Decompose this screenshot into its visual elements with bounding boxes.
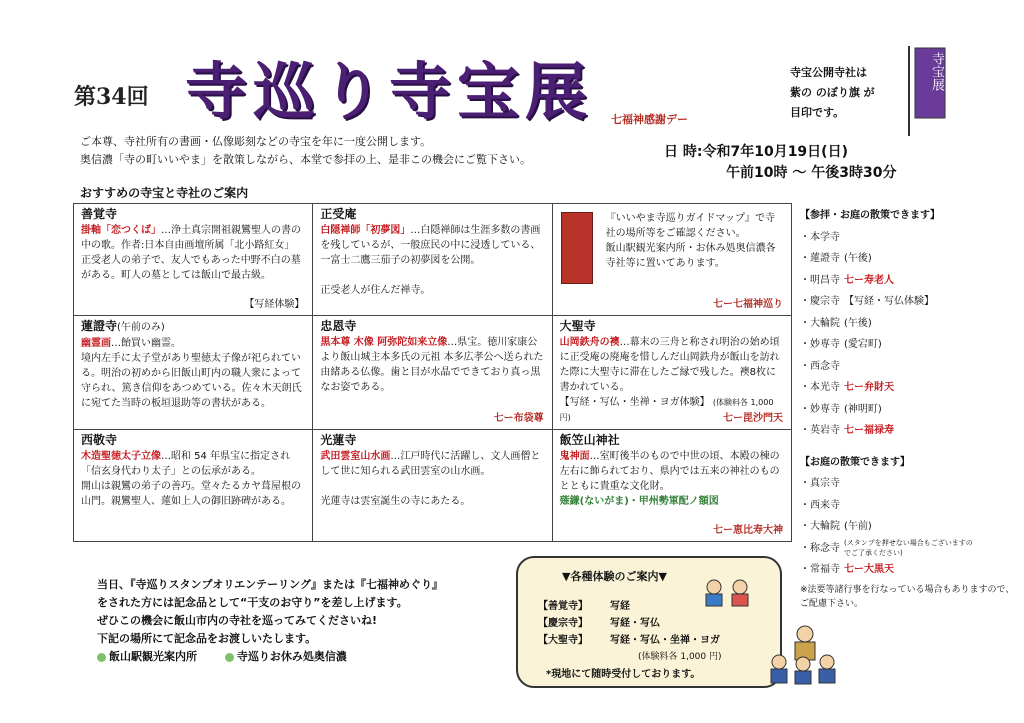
guide-heading: おすすめの寺宝と寺社のご案内 (80, 186, 249, 200)
event-time: 午前10時 ～ 午後3時30分 (726, 165, 897, 181)
seven-gods-label: 七ー七福神巡り (713, 299, 783, 310)
side-temple-name: 大輪院 (810, 521, 840, 532)
side-temple-note: (午後) (844, 253, 872, 264)
side-temple-name: 本光寺 (810, 382, 840, 393)
temple-fee: (体験料各 1,000 円) (559, 398, 774, 422)
side-temple-note: 七ー弁財天 (844, 382, 894, 393)
experience-title: ▼各種体験のご案内▼ (562, 570, 667, 583)
experience-note: *現地にて随時受付しております。 (546, 669, 701, 680)
guide-map-book-icon (561, 212, 593, 284)
side-temple-name: 大輪院 (810, 317, 840, 329)
flag-note-line: 紫の のぼり旗 が (790, 86, 875, 99)
side-temple-item: ・大輪院 (午後) (800, 317, 872, 329)
side-temple-item: ・明昌寺 七ー寿老人 (800, 274, 894, 286)
stamp-line: 当日、『寺巡りスタンプオリエンテーリング』または『七福神めぐり』 (97, 578, 443, 591)
side-temple-item: ・大輪院 (午前) (800, 521, 872, 532)
temple-treasure: 鬼神面 (559, 451, 590, 462)
side-temple-name: 明昌寺 (810, 274, 840, 286)
side-temple-name: 蓮證寺 (810, 253, 840, 264)
side-temple-item: ・本学寺 (800, 231, 840, 243)
side-temple-item: ・蓮證寺 (午後) (800, 253, 872, 264)
flag-note (790, 63, 890, 123)
temple-treasure-extra: 薙鎌(ないがま)・甲州勢軍配ノ額図 (559, 496, 719, 507)
temple-card (313, 316, 552, 430)
side-temple-item: ・称念寺 (スタンプを押せない場合もございますのでご了承ください) (800, 538, 973, 557)
side-temple-note: (午後) (844, 317, 872, 329)
event-datetime (664, 142, 896, 184)
seven-gods-label: 七ー布袋尊 (493, 413, 544, 424)
temple-name: 飯笠山神社 (559, 433, 620, 447)
side-temple-item: ・本光寺 七ー弁財天 (800, 382, 894, 393)
side-temple-name: 真宗寺 (810, 478, 840, 489)
flag-note-line: 寺宝公開寺社は (790, 66, 867, 79)
temple-name: 正受庵 (320, 207, 357, 221)
side-temple-name: 西来寺 (810, 499, 840, 511)
side-temple-name: 慶宗寺 (810, 296, 840, 307)
side-temple-note: 七ー大黒天 (844, 564, 894, 575)
temple-desc: …白隠禅師は生涯多数の書画を残しているが、一般庶民の中に浸透している、一富士二鷹三茄子の初夢図を公開。 (320, 225, 541, 266)
side-heading: 【参拝・お庭の散策できます】 (800, 210, 940, 221)
temple-treasure: 木造聖徳太子立像 (81, 451, 161, 462)
side-temple-item: ・妙専寺 (愛宕町) (800, 339, 882, 350)
guide-map-text: 『いいやま寺巡りガイドマップ』で寺社の場所等をご確認ください。 (605, 213, 775, 239)
edition-label: 第34回 (74, 84, 149, 110)
temple-desc: …浄土真宗開祖親鸞聖人の書の中の歌。作者:日本自由画壇所属「北小路紅女」 (81, 225, 301, 251)
side-temple-item: ・妙専寺 (神明町) (800, 403, 882, 415)
green-dot-icon (225, 653, 234, 662)
side-temple-name: 称念寺 (810, 542, 840, 554)
temple-name: 善覚寺 (81, 207, 118, 221)
temple-grid (73, 203, 792, 542)
temple-card (74, 316, 313, 430)
side-temple-name: 英岩寺 (810, 425, 840, 436)
pickup-place: 飯山駅観光案内所 (109, 650, 197, 663)
green-dot-icon (97, 653, 106, 662)
temple-desc: …県宝。徳川家康公より飯山城主本多氏の元祖 本多広孝公へ送られた由緒ある仏像。歯と目が水晶でできており真っ黒なお姿である。 (320, 337, 544, 393)
side-temple-name: 妙専寺 (810, 339, 840, 350)
experience-box (516, 556, 782, 688)
temple-desc: …昭和 54 年県宝に指定され「信玄身代わり太子」との伝承がある。 (81, 451, 291, 477)
event-date: 日 時:令和7年10月19日(日) (664, 144, 848, 160)
stamp-line: 下記の場所にて記念品をお渡しいたします。 (97, 632, 317, 645)
temple-desc: 正受老人の弟子で、友人でもあった中野不白の墓がある。町人の墓としては飯山で最古級。 (81, 255, 301, 281)
temple-note: (午前のみ) (117, 322, 165, 333)
side-temple-item: ・西念寺 (800, 360, 840, 372)
temple-desc: …幕末の三舟と称され明治の始め頃に正受庵の廃庵を惜しんだ山岡鉄舟が飯山を訪れた際に大聖寺に滞在したご縁で残した。襖8枚に書かれている。 (559, 337, 780, 393)
temple-name: 蓮證寺 (81, 319, 118, 333)
guide-map-card (552, 204, 791, 316)
experience-list (538, 598, 722, 683)
side-temple-name: 妙専寺 (810, 403, 840, 415)
side-temple-note: 七ー福禄寿 (844, 425, 894, 436)
side-temple-note: (午前) (844, 521, 872, 532)
flag-note-line: 目印です。 (790, 106, 845, 119)
temple-card (74, 430, 313, 542)
side-temple-name: 本学寺 (810, 231, 840, 243)
side-temple-name: 西念寺 (810, 360, 840, 372)
temple-treasure: 山岡鉄舟の襖 (559, 337, 620, 348)
side-temple-list (800, 205, 1020, 611)
side-temple-note: (神明町) (844, 403, 882, 415)
temple-treasure: 武田雲室山水画 (320, 451, 391, 462)
experience-row: 【善覚寺】 写経 (538, 601, 630, 612)
temple-treasure: 白隠禅師「初夢図」 (320, 225, 411, 236)
temple-treasure: 掛軸「恋つくば」 (81, 225, 161, 236)
temple-desc: …室町後半のもので中世の頃、本殿の棟の左右に飾られており、県内では五来の神社のものとともに貴重な文化財。 (559, 451, 780, 492)
stamp-line: ぜひこの機会に飯山市内の寺社を巡ってみてくださいね! (97, 614, 378, 627)
side-caution: ※法要等諸行事を行なっている場合もありますので、ご配慮下さい。 (800, 584, 1015, 609)
temple-card (74, 204, 313, 316)
intro-line: ご本尊、寺社所有の書画・仏像彫刻などの寺宝を年に一度公開します。 (80, 135, 432, 148)
temple-desc: …江戸時代に活躍し、文人画僧として世に知られる武田雲室の山水画。 (320, 451, 541, 477)
intro-line: 奥信濃「寺の町いいやま」を散策しながら、本堂で参拝の上、是非この機会にご覧下さい。 (80, 153, 531, 166)
temple-card (313, 430, 552, 542)
seven-gods-label: 七ー毘沙門天 (723, 413, 783, 424)
side-temple-item: ・慶宗寺 【写経・写仏体験】 (800, 296, 934, 307)
temple-card (552, 430, 791, 542)
temple-name: 西敬寺 (81, 433, 118, 447)
side-temple-item: ・常福寺 七ー大黒天 (800, 564, 894, 575)
monks-illustration-icon (765, 622, 841, 686)
experience-fee: (体験料各 1,000 円) (638, 652, 722, 662)
temple-experience: 【写経体験】 (244, 299, 305, 310)
event-title: 寺巡り寺宝展 (185, 55, 594, 128)
temple-experience: 【写経・写仏・坐禅・ヨガ体験】 (559, 397, 710, 408)
temple-desc: 開山は親鸞の弟子の善巧。堂々たるカヤ葺屋根の山門。親鸞聖人、蓮如上人の御旧跡碑がある。 (81, 481, 301, 507)
side-temple-note: (愛宕町) (844, 339, 882, 350)
experience-row: 【大聖寺】 写経・写仏・坐禅・ヨガ (538, 635, 720, 646)
stamp-rally-info (97, 576, 507, 666)
side-temple-item: ・真宗寺 (800, 478, 840, 489)
side-temple-note: 七ー寿老人 (844, 274, 894, 286)
temple-desc: 境内左手に太子堂があり聖徳太子像が祀られている。明治の初めから旧飯山町内の職人衆によって守られ、篤き信仰をあつめている。佐々木天朗氏に宛てた当時の板垣退助等の書状がある。 (81, 353, 302, 409)
experience-row: 【慶宗寺】 写経・写仏 (538, 618, 660, 629)
guide-map-text: 飯山駅観光案内所・お休み処奥信濃各寺社等に置いてあります。 (605, 243, 776, 269)
intro-text (80, 133, 640, 169)
temple-card (552, 316, 791, 430)
side-temple-item: ・西来寺 (800, 499, 840, 511)
temple-desc: …飴買い幽霊。 (111, 338, 181, 349)
temple-treasure: 幽霊画 (81, 338, 111, 349)
seven-gods-label: 七ー恵比寿大神 (713, 525, 783, 536)
temple-name: 光蓮寺 (320, 433, 357, 447)
temple-name: 大聖寺 (559, 319, 596, 333)
thanks-day-label: 七福神感謝デー (611, 113, 688, 126)
temple-desc: 正受老人が住んだ禅寺。 (320, 285, 431, 296)
temple-desc: 光蓮寺は雲室誕生の寺にあたる。 (320, 496, 471, 507)
side-temple-note: (スタンプを押せない場合もございますのでご了承ください) (844, 538, 973, 557)
temple-name: 忠恩寺 (320, 319, 357, 333)
temple-card (313, 204, 552, 316)
flag-text: 寺宝展 (929, 52, 944, 91)
side-temple-note: 【写経・写仏体験】 (844, 296, 934, 307)
stamp-line: をされた方には記念品として“干支のお守り”を差し上げます。 (97, 596, 408, 609)
temple-treasure: 黒本尊 木像 阿弥陀如来立像 (320, 337, 448, 348)
pickup-place: 寺巡りお休み処奥信濃 (236, 650, 347, 663)
side-heading: 【お庭の散策できます】 (800, 456, 910, 468)
side-temple-name: 常福寺 (810, 564, 840, 575)
side-temple-item: ・英岩寺 七ー福禄寿 (800, 425, 894, 436)
